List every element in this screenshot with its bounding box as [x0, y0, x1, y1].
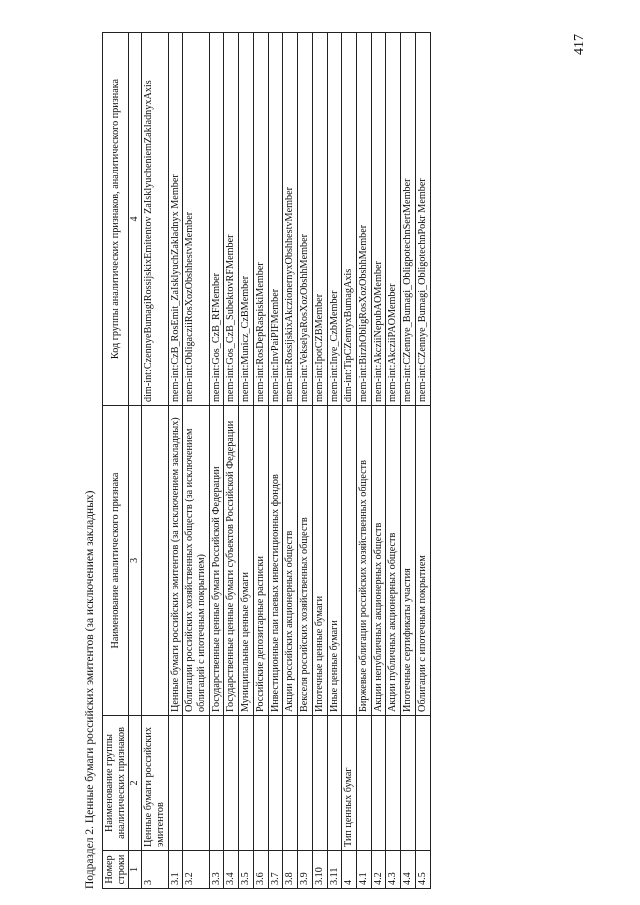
table-row	[268, 33, 283, 889]
group-name-cell	[168, 716, 183, 851]
group-name-cell	[415, 716, 430, 851]
column-number-row	[129, 33, 142, 889]
table-row	[312, 33, 327, 889]
header-feature-name: Наименование аналитического признака	[103, 406, 129, 716]
group-name-cell	[401, 716, 416, 851]
row-number-cell: 3.2	[183, 851, 209, 889]
code-cell: mem-int:AkcziiPAOMember	[386, 33, 401, 406]
feature-name-cell: Государственные ценные бумаги субъектов Российской Федерации	[224, 406, 239, 716]
table-row	[142, 33, 168, 889]
row-number-cell: 3.7	[268, 851, 283, 889]
table-row	[239, 33, 254, 889]
feature-name-cell	[342, 406, 357, 716]
table-row	[356, 33, 371, 889]
table-row	[371, 33, 386, 889]
row-number-cell: 4.2	[371, 851, 386, 889]
code-cell: mem-int:BirzhObligRosXozObshhMember	[356, 33, 371, 406]
column-number: 3	[129, 406, 142, 716]
row-number-cell: 3	[142, 851, 168, 889]
table-row	[283, 33, 298, 889]
feature-name-cell: Инвестиционные паи паевых инвестиционных фондов	[268, 406, 283, 716]
analytic-features-table	[102, 32, 431, 889]
row-number-cell: 4.4	[401, 851, 416, 889]
table-row	[253, 33, 268, 889]
table-row	[327, 33, 342, 889]
feature-name-cell: Акции публичных акционерных обществ	[386, 406, 401, 716]
group-name-cell	[312, 716, 327, 851]
feature-name-cell: Государственные ценные бумаги Российской Федерации	[209, 406, 224, 716]
code-cell: mem-int:CzB_RosEmit_ZaIsklyuchZakladnyx Member	[168, 33, 183, 406]
feature-name-cell: Ипотечные ценные бумаги	[312, 406, 327, 716]
code-cell: dim-int:TipCZennyxBumagAxis	[342, 33, 357, 406]
code-cell: mem-int:Municz_CzBMember	[239, 33, 254, 406]
group-name-cell	[283, 716, 298, 851]
feature-name-cell: Российские депозитарные расписки	[253, 406, 268, 716]
table-row	[401, 33, 416, 889]
table-header-row	[103, 33, 129, 889]
group-name-cell	[239, 716, 254, 851]
code-cell: mem-int:RossijskixAkczionernyxObshhestvMember	[283, 33, 298, 406]
group-name-cell	[183, 716, 209, 851]
table-row	[415, 33, 430, 889]
code-cell: mem-int:AkcziiNepubAOMember	[371, 33, 386, 406]
row-number-cell: 4.3	[386, 851, 401, 889]
feature-name-cell	[142, 406, 168, 716]
page-number: 417	[572, 34, 587, 55]
feature-name-cell: Биржевые облигации российских хозяйственных обществ	[356, 406, 371, 716]
code-cell: mem-int:ObligacziiRosXozObshhestvMember	[183, 33, 209, 406]
column-number: 2	[129, 716, 142, 851]
row-number-cell: 4	[342, 851, 357, 889]
group-name-cell	[371, 716, 386, 851]
code-cell: mem-int:CZennye_Bumagi_ObligotechnPokr Member	[415, 33, 430, 406]
feature-name-cell: Ипотечные сертификаты участия	[401, 406, 416, 716]
group-name-cell	[253, 716, 268, 851]
feature-name-cell: Облигации российских хозяйственных обществ (за исключением облигаций с ипотечным покрытием)	[183, 406, 209, 716]
table-row	[168, 33, 183, 889]
table-row	[386, 33, 401, 889]
table-row	[342, 33, 357, 889]
code-cell: dim-int:CzennyeBumagiRossijskixEmitentov ZaIsklyucheniemZakladnyxAxis	[142, 33, 168, 406]
header-row-number: Номер строки	[103, 851, 129, 889]
table-row	[183, 33, 209, 889]
feature-name-cell: Муниципальные ценные бумаги	[239, 406, 254, 716]
row-number-cell: 3.3	[209, 851, 224, 889]
group-name-cell	[268, 716, 283, 851]
code-cell: mem-int:CZennye_Bumagi_ObligpotechnSertMember	[401, 33, 416, 406]
row-number-cell: 3.11	[327, 851, 342, 889]
row-number-cell: 3.6	[253, 851, 268, 889]
header-group-name: Наименование группы аналитических признаков	[103, 716, 129, 851]
row-number-cell: 3.5	[239, 851, 254, 889]
code-cell: mem-int:Inye_CzbMember	[327, 33, 342, 406]
row-number-cell: 3.1	[168, 851, 183, 889]
group-name-cell	[327, 716, 342, 851]
table-row	[298, 33, 313, 889]
group-name-cell	[209, 716, 224, 851]
group-name-cell: Ценные бумаги российских эмитентов	[142, 716, 168, 851]
code-cell: mem-int:IpotCZBMember	[312, 33, 327, 406]
row-number-cell: 3.10	[312, 851, 327, 889]
table-body	[142, 33, 430, 889]
row-number-cell: 3.8	[283, 851, 298, 889]
feature-name-cell: Акции российских акционерных обществ	[283, 406, 298, 716]
feature-name-cell: Акции непубличных акционерных обществ	[371, 406, 386, 716]
feature-name-cell: Ценные бумаги российских эмитентов (за исключением закладных)	[168, 406, 183, 716]
row-number-cell: 4.1	[356, 851, 371, 889]
header-code: Код группы аналитических признаков, аналитического признака	[103, 33, 129, 406]
code-cell: mem-int:RosDepRaspiskiMember	[253, 33, 268, 406]
column-number: 4	[129, 33, 142, 406]
table-row	[224, 33, 239, 889]
row-number-cell: 4.5	[415, 851, 430, 889]
row-number-cell: 3.9	[298, 851, 313, 889]
group-name-cell	[386, 716, 401, 851]
code-cell: mem-int:Gos_CzB_SubektovRFMember	[224, 33, 239, 406]
column-number: 1	[129, 851, 142, 889]
group-name-cell	[356, 716, 371, 851]
feature-name-cell: Иные ценные бумаги	[327, 406, 342, 716]
code-cell: mem-int:VekselyaRosXozObshhMember	[298, 33, 313, 406]
group-name-cell	[224, 716, 239, 851]
feature-name-cell: Векселя российских хозяйственных обществ	[298, 406, 313, 716]
group-name-cell: Тип ценных бумаг	[342, 716, 357, 851]
row-number-cell: 3.4	[224, 851, 239, 889]
table-row	[209, 33, 224, 889]
group-name-cell	[298, 716, 313, 851]
code-cell: mem-int:Gos_CzB_RFMember	[209, 33, 224, 406]
feature-name-cell: Облигации с ипотечным покрытием	[415, 406, 430, 716]
code-cell: mem-int:InvPaiPIFMember	[268, 33, 283, 406]
subsection-title: Подраздел 2. Ценные бумаги российских эмитентов (за исключением закладных)	[84, 490, 96, 889]
